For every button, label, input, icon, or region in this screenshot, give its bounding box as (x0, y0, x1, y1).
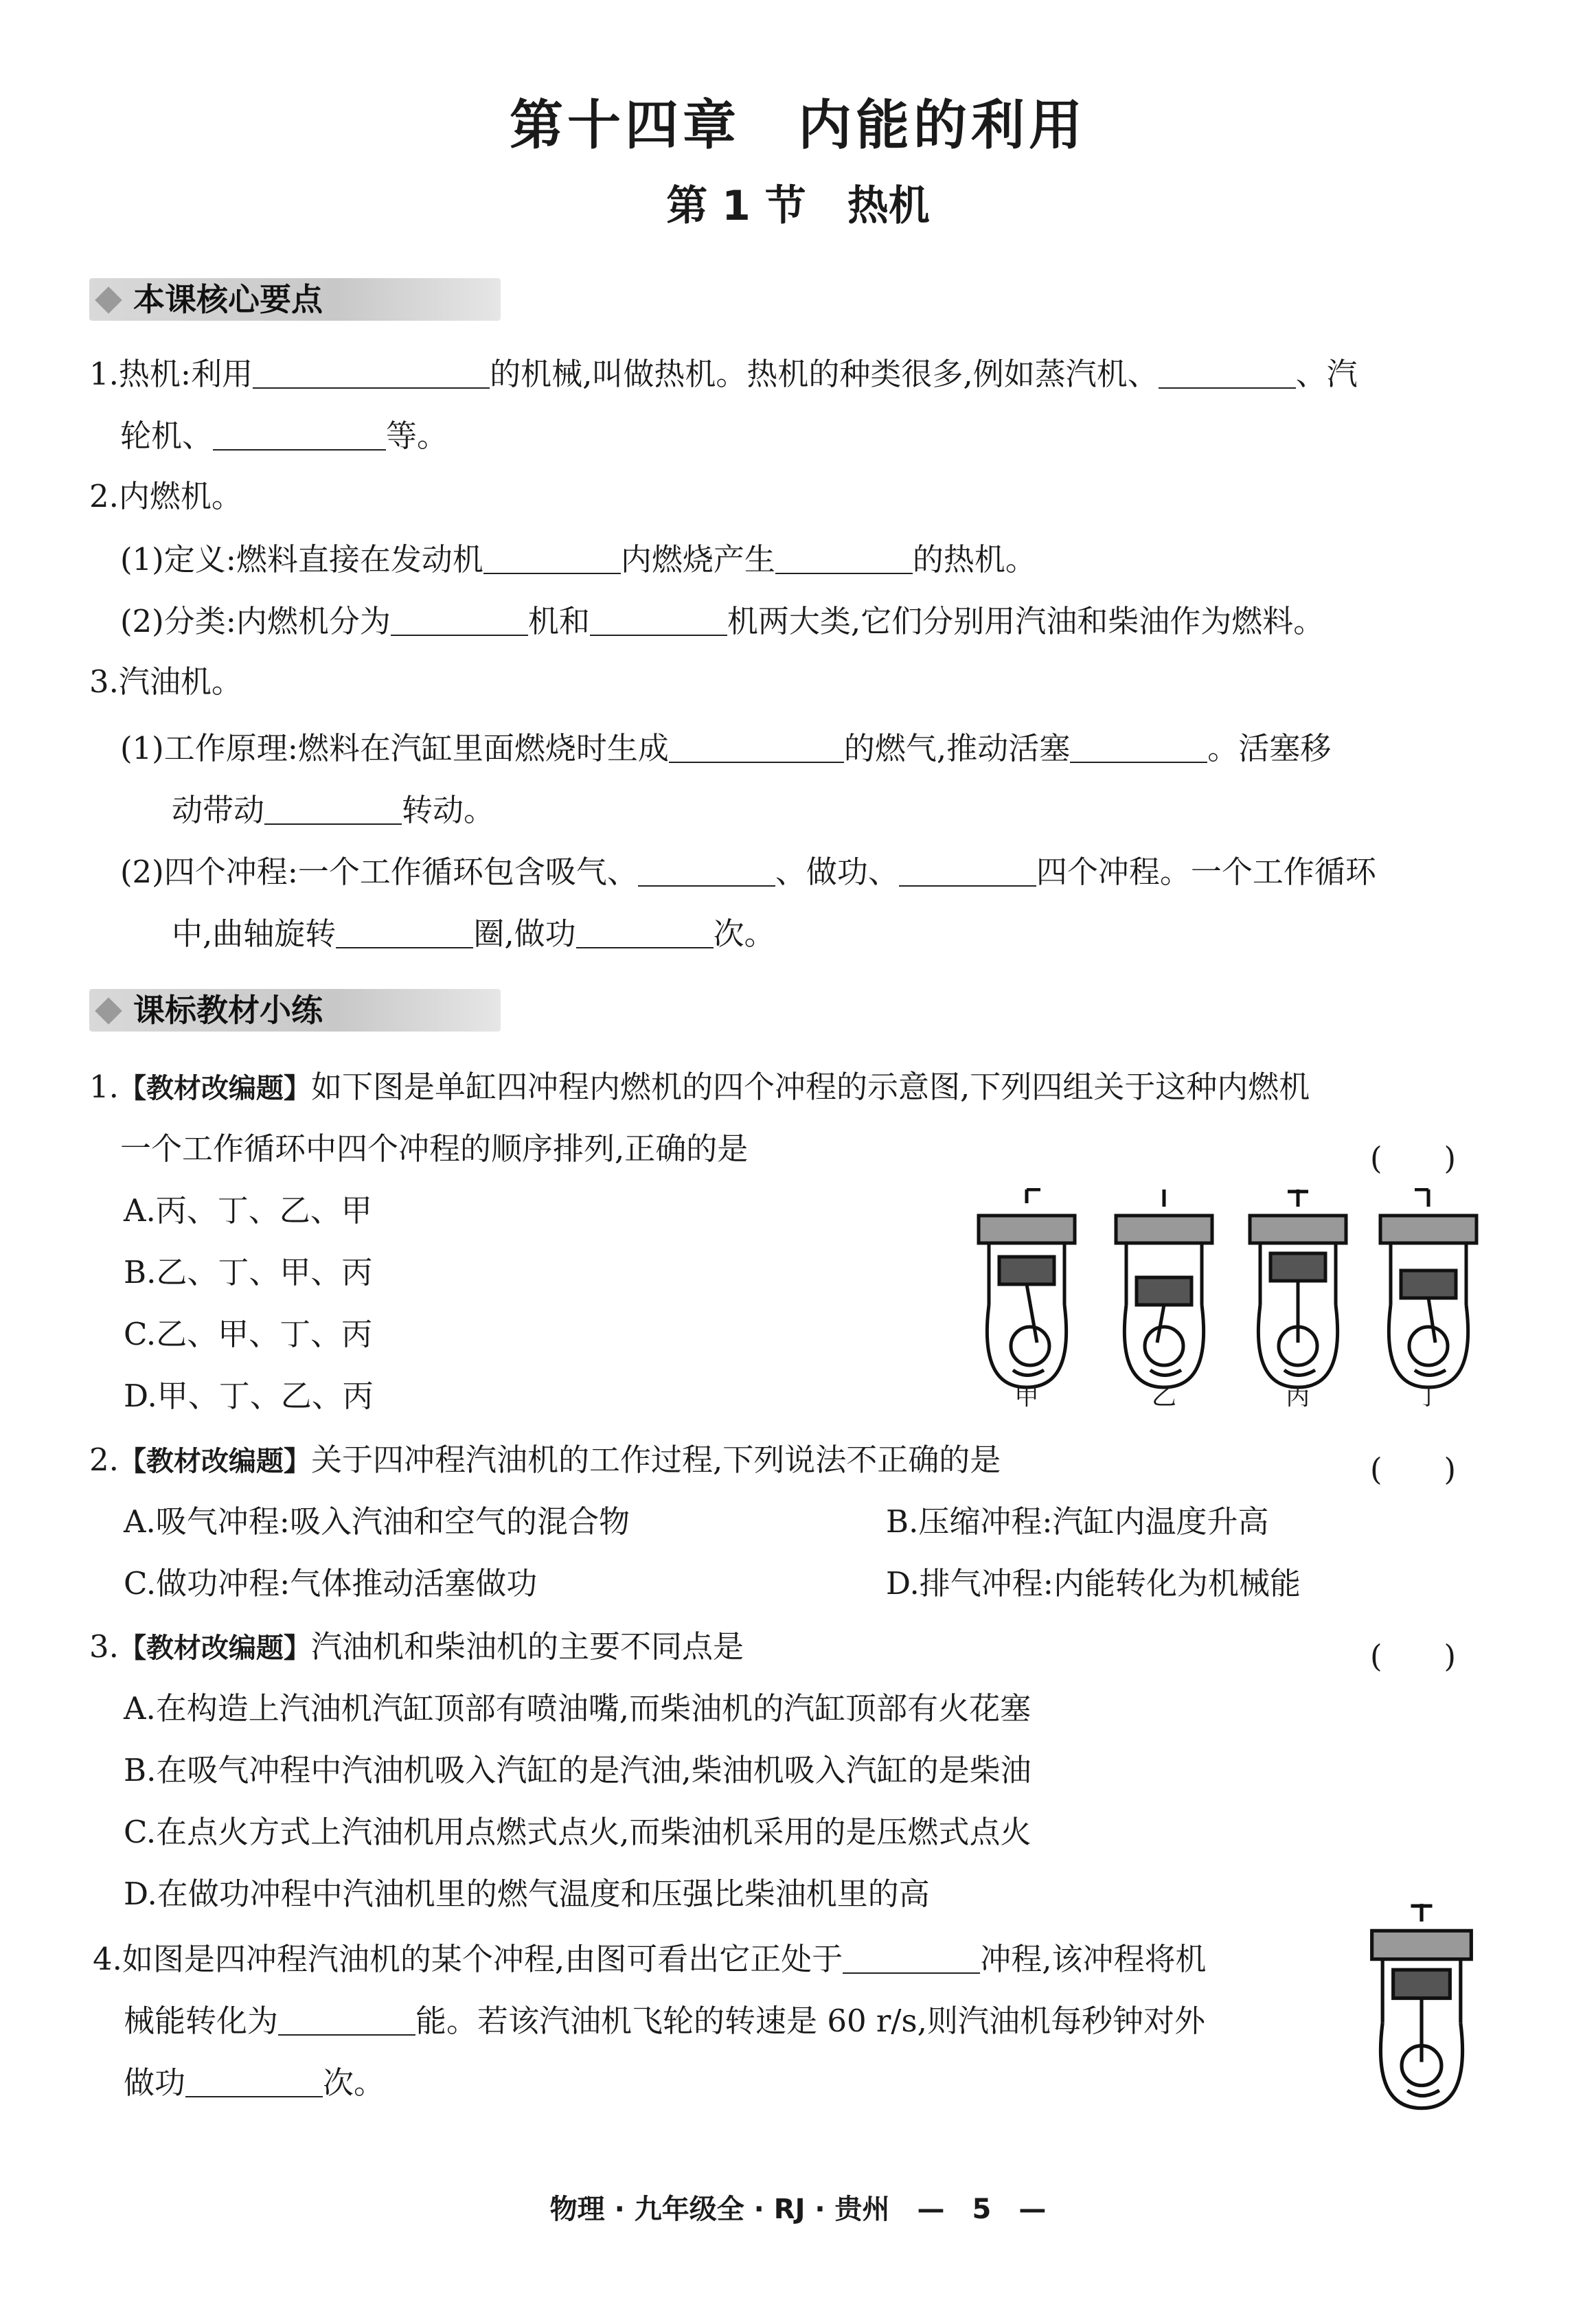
core-point-3-2-line2: 中,曲轴旋转 圈,做功 次。 (172, 915, 775, 952)
q1-answer-paren[interactable]: ( ) (1370, 1140, 1457, 1176)
chapter-title: 第十四章 内能的利用 (509, 95, 1086, 157)
q2-option-d[interactable]: D.排气冲程:内能转化为机械能 (886, 1565, 1301, 1602)
blank[interactable] (1159, 357, 1296, 389)
page-footer: 物理 · 九年级全 · RJ · 贵州 — 5 — (549, 2194, 1047, 2225)
core-point-3: 3.汽油机。 (89, 663, 242, 700)
blank[interactable] (775, 543, 913, 574)
blank[interactable] (185, 2066, 323, 2097)
q3-option-d[interactable]: D.在做功冲程中汽油机里的燃气温度和压强比柴油机里的高 (124, 1876, 930, 1912)
engine-label-yi: 乙 (1151, 1382, 1176, 1411)
blank[interactable] (669, 731, 844, 763)
core-point-2-2: (2)分类:内燃机分为 机和 机两大类,它们分别用汽油和柴油作为燃料。 (120, 603, 1325, 639)
blank[interactable] (391, 604, 528, 636)
blank[interactable] (213, 419, 386, 451)
q3-option-b[interactable]: B.在吸气冲程中汽油机吸入汽缸的是汽油,柴油机吸入汽缸的是柴油 (124, 1752, 1031, 1788)
q1-option-b[interactable]: B.乙、丁、甲、丙 (124, 1254, 373, 1290)
engine-label-ding: 丁 (1415, 1382, 1441, 1411)
blank[interactable] (576, 917, 714, 948)
engine-diagram-jia (972, 1188, 1082, 1394)
engine-label-bing: 丙 (1285, 1382, 1310, 1411)
blank[interactable] (483, 543, 621, 574)
q3-option-c[interactable]: C.在点火方式上汽油机用点燃式点火,而柴油机采用的是压燃式点火 (124, 1814, 1031, 1850)
badge-core-points: 本课核心要点 (89, 278, 501, 321)
core-point-3-1-line1: (1)工作原理:燃料在汽缸里面燃烧时生成 的燃气,推动活塞 。活塞移 (120, 730, 1332, 766)
q2-stem: 2.【教材改编题】关于四冲程汽油机的工作过程,下列说法不正确的是 (89, 1442, 1001, 1478)
q1-option-d[interactable]: D.甲、丁、乙、丙 (124, 1378, 374, 1414)
q2-answer-paren[interactable]: ( ) (1370, 1451, 1457, 1488)
q4-line3: 做功 次。 (124, 2064, 385, 2101)
blank[interactable] (1070, 731, 1207, 763)
q1-stem-line2: 一个工作循环中四个冲程的顺序排列,正确的是 (120, 1130, 749, 1167)
q1-option-c[interactable]: C.乙、甲、丁、丙 (124, 1316, 373, 1352)
core-point-2: 2.内燃机。 (89, 478, 242, 514)
blank[interactable] (253, 357, 490, 389)
section-title: 第 1 节 热机 (666, 182, 930, 230)
q1-option-a[interactable]: A.丙、丁、乙、甲 (124, 1192, 372, 1229)
blank[interactable] (264, 793, 402, 825)
q3-stem: 3.【教材改编题】汽油机和柴油机的主要不同点是 (89, 1628, 744, 1665)
q1-stem-line1: 1.【教材改编题】如下图是单缸四冲程内燃机的四个冲程的示意图,下列四组关于这种内燃机 (89, 1069, 1310, 1105)
q4-line1: 4.如图是四冲程汽油机的某个冲程,由图可看出它正处于 冲程,该冲程将机 (93, 1941, 1207, 1977)
q2-option-b[interactable]: B.压缩冲程:汽缸内温度升高 (886, 1503, 1269, 1540)
q3-option-a[interactable]: A.在构造上汽油机汽缸顶部有喷油嘴,而柴油机的汽缸顶部有火花塞 (124, 1690, 1031, 1727)
core-point-3-1-line2: 动带动 转动。 (172, 792, 495, 828)
engine-diagram-yi (1109, 1188, 1219, 1394)
q3-answer-paren[interactable]: ( ) (1370, 1638, 1457, 1674)
engine-label-jia: 甲 (1014, 1382, 1039, 1411)
blank[interactable] (278, 2004, 415, 2036)
blank[interactable] (899, 855, 1036, 887)
blank[interactable] (590, 604, 727, 636)
q4-line2: 械能转化为 能。若该汽油机飞轮的转速是 60 r/s,则汽油机每秒钟对外 (124, 2003, 1205, 2039)
blank[interactable] (336, 917, 473, 948)
core-point-3-2-line1: (2)四个冲程:一个工作循环包含吸气、 、做功、 四个冲程。一个工作循环 (120, 854, 1376, 890)
badge-practice: 课标教材小练 (89, 989, 501, 1032)
q2-option-a[interactable]: A.吸气冲程:吸入汽油和空气的混合物 (124, 1503, 630, 1540)
engine-diagram-ding (1373, 1188, 1483, 1394)
core-point-1-line1: 1.热机:利用 的机械,叫做热机。热机的种类很多,例如蒸汽机、 、汽 (89, 356, 1358, 392)
q2-option-c[interactable]: C.做功冲程:气体推动活塞做功 (124, 1565, 538, 1602)
blank[interactable] (638, 855, 775, 887)
blank[interactable] (843, 1942, 980, 1974)
engine-diagram-q4 (1363, 1902, 1480, 2115)
core-point-1-line2: 轮机、 等。 (120, 418, 448, 454)
core-point-2-1: (1)定义:燃料直接在发动机 内燃烧产生 的热机。 (120, 541, 1036, 578)
engine-diagram-bing (1243, 1188, 1353, 1394)
